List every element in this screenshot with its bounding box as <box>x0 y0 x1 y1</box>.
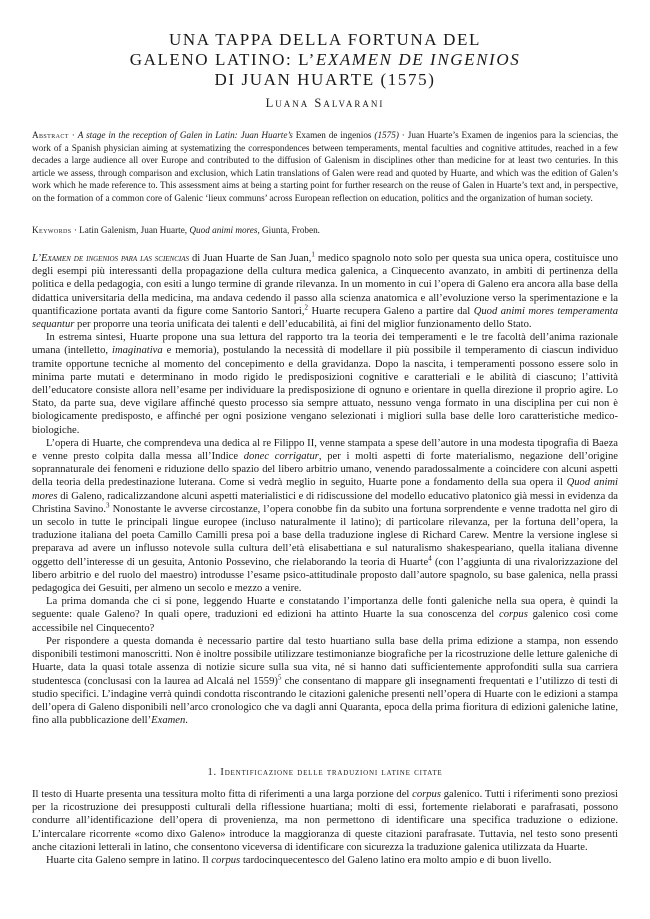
p4-text-a: La prima domanda che ci si pone, leggendo Huarte e constatando l’importanza delle fonti galeniche nella sua opera, è quindi la seguente: quale Galeno? In quali opere, traduzioni ed edizioni ha attinto Huarte la sua conoscenza del <box>32 596 618 621</box>
title-line-2-prefix: GALENO LATINO: L’ <box>129 50 316 69</box>
keywords-italic: Quod animi mores <box>189 225 258 235</box>
p1-text-b: medico spagnolo noto solo per questa sua unica opera, costituisce uno degli esempi più interessanti della propagazione della cultura medica galenica, a Cinquecento avanzato, in ambiti di pertinenza della politica e della pedagogia, con esiti a lungo termine di grande rilevanza. In un momento in cui l’opera di Galeno era ancora alla base della didattica universitaria della medicina, ma andava cedendo il passo alla scienza anatomica e all’evoluzione verso la sperimentazione e la quantificazione portata avanti da figure come Santorio Santori, <box>32 253 618 317</box>
p4-text-b: galenico così come accessibile nel Cinquecento? <box>32 609 618 634</box>
section-heading: 1. Identificazione delle traduzioni latine citate <box>207 767 443 778</box>
p3-text-d: Nonostante le avverse circostanze, l’opera conobbe fin da subito una fortuna sorprendente e venne tradotta nel giro di un secolo in tutte le principali lingue europee (incluso naturalmente il latino); di particolare rilevanza, per la fortuna dell’opera, la traduzione italiana del poeta Camillo Camilli presa poi a base della traduzione inglese di Richard Carew. Mentre la versione inglese si preparava ad avere un influsso notevole sulla cultura dell’età elisabettiana e sul naturalismo shakespeariano, quella italiana divenne oggetto dell’interesse di un gesuita, Antonio Possevino, che rielaborando la teoria di Huarte <box>32 503 618 568</box>
p3-italic-2: Quod animi mores <box>32 477 618 502</box>
footnote-ref-3[interactable]: 3 <box>106 501 110 510</box>
title-line-1: UNA TAPPA DELLA FORTUNA DEL <box>169 30 481 49</box>
author-name: Luana Salvarani <box>265 96 385 110</box>
intro-paragraph-5 <box>32 635 618 727</box>
p5-text-a: Per rispondere a questa domanda è necessario partire dal testo huartiano sulla base della prima edizione a stampa, non essendo disponibili testimoni manoscritti. Non è inoltre possibile utilizzare testimonianze biografiche per la ricostruzione delle letture galeniche di Huarte, data la quasi totale assenza di notizie sicure sulla sua vita, né si hanno dati sufficientemente approfonditi sulla sua carriera studentesca (conclusasi con la laurea ad Alcalá nel 1559) <box>32 635 618 687</box>
keywords-label: Keywords <box>32 225 72 235</box>
abstract-separator: · <box>68 130 78 140</box>
section-paragraph-1 <box>32 788 618 854</box>
abstract-year: (1575) <box>374 130 399 140</box>
s1-text-a: Il testo di Huarte presenta una tessitura molto fitta di riferimenti a una larga porzione del <box>32 789 413 800</box>
abstract <box>32 129 618 205</box>
title-line-2-italic: EXAMEN DE INGENIOS <box>315 50 521 69</box>
p3-text-b: , per i molti aspetti di forte materialismo, negazione dell’origine soprannaturale dei fenomeni e riduzione dello spazio del libero arbitrio umano, venendo paradossalmente a coincidere con alcuni aspetti della teoria della predestinazione luterana. Come si vedrà meglio in seguito, Huarte pone a fondamento della sua opera il <box>32 451 618 489</box>
p5-text-b: che consentano di mappare gli insegnamenti frequentati e l’utilizzo di testi di studio specifici. L’indagine verrà quindi condotta riscontrando le citazioni galeniche presenti nell’opera di Huarte con le edizioni a stampa dell’opera di Galeno disponibili nell’arco cronologico che va dagli anni Quaranta, epoca della prima fioritura di edizioni galeniche latine, fino alla pubblicazione dell’ <box>32 675 618 727</box>
s2-text-a: Huarte cita Galeno sempre in latino. Il <box>46 855 212 867</box>
section-paragraph-2 <box>32 854 618 867</box>
abstract-italic-title: A stage in the reception of Galen in Latin: Juan Huarte’s <box>77 130 293 140</box>
abstract-label: Abstract <box>32 130 69 140</box>
section-1-body <box>32 788 618 867</box>
p2-text-a: In estrema sintesi, Huarte propone una sua lettura del rapporto tra la teoria dei temperamenti e le tre facoltà dell’anima razionale umana (intelletto, <box>32 332 618 357</box>
p2-text-b: e memoria), postulando la necessità di modellare il più possibile il temperamento di ciascun individuo tramite opportune tecniche al momento del concepimento e della gravidanza. Dopo la nascita, i temperamenti possono essere solo in minima parte mutati e determinano in modo rigido le predisposizioni cognitive e caratteriali e le abilità di ciascuno; l’attività dell’educatore consiste allora nell’esame per individuare la predisposizione di ognuno e orientare in quella direzione il proprio agire. Lo Stato, da parte sua, deve vigilare affinché questo processo sia sempre attuato, nessuno venga formato in una disciplina per cui non è biologicamente predisposto, e affinché per ogni posizione vengano selezionati i migliori sulla base delle loro caratteristiche medico-biologiche. <box>32 345 618 436</box>
keywords-text-before: · Latin Galenism, Juan Huarte, <box>71 225 190 235</box>
p4-italic: corpus <box>499 609 528 621</box>
footnote-ref-4[interactable]: 4 <box>428 554 432 563</box>
p5-text-c: . <box>185 715 188 727</box>
p1-text-c: Huarte recupera Galeno a partire dal <box>308 305 474 317</box>
abstract-work-title: Examen de ingenios <box>292 130 375 140</box>
s1-italic: corpus <box>412 789 441 800</box>
p1-text-a: di Juan Huarte de San Juan, <box>189 253 312 264</box>
p5-italic: Examen <box>151 715 186 727</box>
keywords-text-after: , Giunta, Froben. <box>257 225 320 235</box>
introduction <box>32 252 618 727</box>
p3-italic-1: donec corrigatur <box>243 451 319 463</box>
s2-text-b: tardocinquecentesco del Galeno latino era molto ampio e di buon livello. <box>240 855 552 867</box>
abstract-text: · Juan Huarte’s Examen de ingenios para la sciencias, the work of a Spanish physician aiming at systematizing the correspondences between temperaments, mental faculties and cognitive attitudes, reached in a few decades a large audience all over Europe and contributed to the diffusion of Galenism in disciplines other than medicine for at least two centuries. In this article we assess, through comparison and exclusion, which Latin translations of Galen were read and quoted by Huarte, and which was the edition of Galen’s work which he made reference to. This assessment aims at being a starting point for further research on the reuse of Galen in Huarte’s text and, in perspective, on the formation of a common core of Galenic ‘lieux communs’ across European reflection on education, politics and the organization of human society. <box>32 130 618 203</box>
footnote-ref-1[interactable]: 1 <box>311 250 315 259</box>
s1-text-b: galenico. Tutti i riferimenti sono preziosi per la ricostruzione dei presupposti culturali della riflessione huartiana; molti di essi, fortemente rielaborati e parafrasati, possono condurre all’identificazione dell’opera di provenienza, ma non permettono di identificare una specifica traduzione o edizione. L’intercalare ricorrente «como dixo Galeno» introduce la maggioranza di queste citazioni parafrasate. Tuttavia, nel testo sono presenti anche citazioni letterali in latino, che consentono viceversa di identificare con sicurezza la traduzione galenica utilizzata da Huarte. <box>32 789 618 853</box>
title-line-3: DI JUAN HUARTE (1575) <box>214 70 436 89</box>
p3-text-c: di Galeno, radicalizzandone alcuni aspetti materialistici e di ridiscussione del modello educativo platonico già messi in evidenza da Christina Savino. <box>32 490 618 515</box>
title-line-2 <box>0 50 650 70</box>
p1-text-d: per proporre una teoria unificata dei talenti e dell’educabilità, ai fini del miglior funzionamento dello Stato. <box>74 319 532 331</box>
intro-paragraph-4 <box>32 595 618 635</box>
p1-italic: Quod animi mores temperamenta sequantur <box>32 305 619 331</box>
intro-paragraph-1 <box>32 252 618 331</box>
work-title-lead: L’Examen de ingenios para las sciencias <box>32 253 190 264</box>
article-title <box>0 30 650 90</box>
footnote-ref-5[interactable]: 5 <box>277 672 282 681</box>
intro-paragraph-3 <box>32 437 618 595</box>
p3-text-e: (con l’aggiunta di una rivalorizzazione del libero arbitrio e del ruolo del maestro) introdusse l’esame psico-attitudinale proposto dall’autore spagnolo, su base galenica, nella prassi pedagogica dei Gesuiti, per almeno un secolo e mezzo a venire. <box>32 556 618 595</box>
footnote-ref-2[interactable]: 2 <box>304 303 309 312</box>
p2-italic: imaginativa <box>112 345 163 357</box>
keywords <box>32 224 618 237</box>
intro-paragraph-2 <box>32 331 618 437</box>
s2-italic: corpus <box>211 855 241 867</box>
p3-text-a: L’opera di Huarte, che comprendeva una dedica al re Filippo II, venne stampata a spese dell’autore in una modesta tipografia di Baeza e venne presto colpita dalla messa all’Indice <box>32 437 618 463</box>
